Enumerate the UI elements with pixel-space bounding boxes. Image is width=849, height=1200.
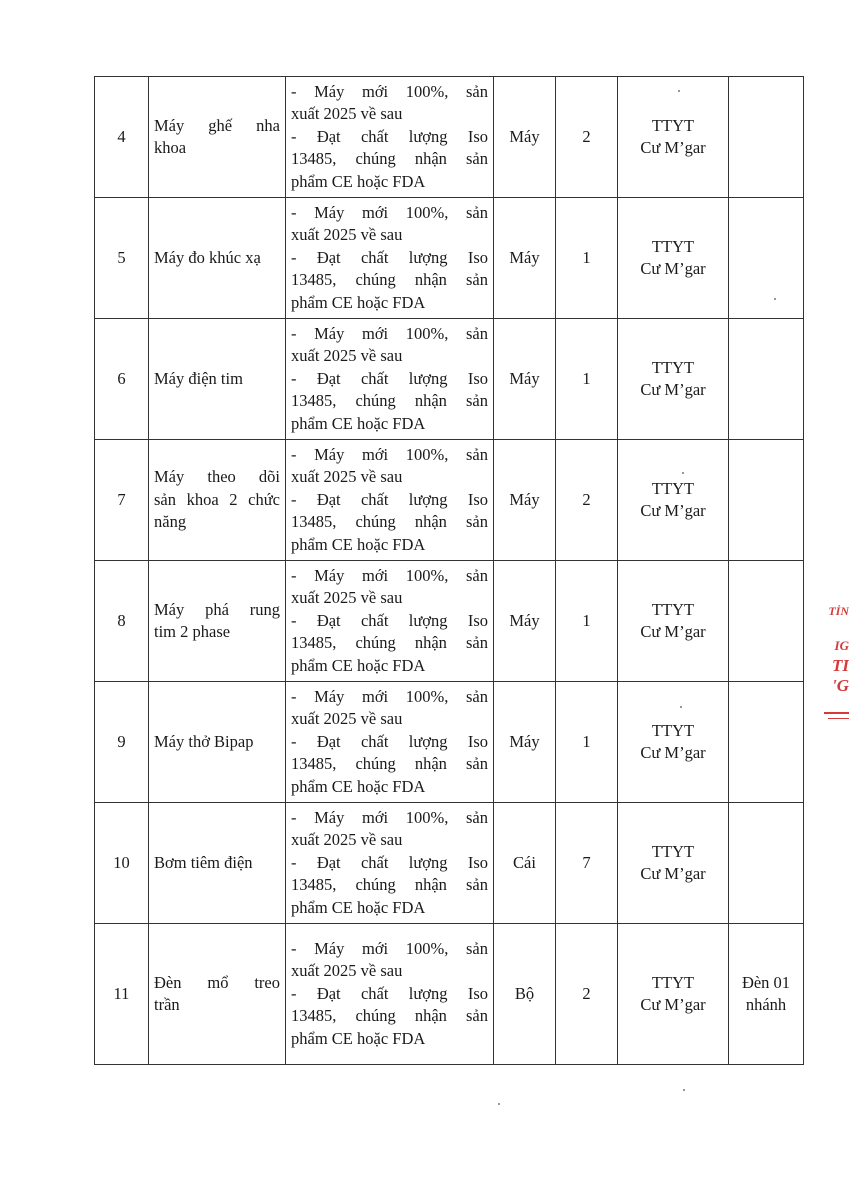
equipment-name-line: sản khoa 2 chức <box>154 489 280 509</box>
equipment-name-cell <box>149 561 286 682</box>
equipment-name-line: Đèn mổ treo <box>154 972 280 992</box>
note-cell <box>729 803 804 924</box>
requirement-line: - Máy mới 100%, sản <box>291 807 488 827</box>
equipment-name-line: năng <box>154 512 187 532</box>
requirement-line: phẩm CE hoặc FDA <box>291 1028 426 1048</box>
equipment-table-body <box>95 77 804 1065</box>
row-number-cell <box>95 561 149 682</box>
quantity-value: 7 <box>582 852 591 872</box>
requirement-line: phẩm CE hoặc FDA <box>291 171 426 191</box>
location-line: Cư M’gar <box>640 864 706 883</box>
requirement-line: 13485, chúng nhận sản <box>291 875 488 895</box>
requirements-cell <box>286 198 494 319</box>
location-line: TTYT <box>651 236 695 256</box>
row-number-cell <box>95 319 149 440</box>
requirements-cell <box>286 77 494 198</box>
quantity-value: 1 <box>582 610 591 630</box>
row-number: 4 <box>117 126 126 146</box>
row-number: 7 <box>117 489 126 509</box>
row-number: 5 <box>117 247 126 267</box>
quantity-cell <box>556 319 618 440</box>
unit-value: Máy <box>509 247 540 267</box>
quantity-cell <box>556 803 618 924</box>
scan-speck <box>774 298 776 300</box>
unit-value: Cái <box>513 852 536 872</box>
quantity-value: 1 <box>582 368 591 388</box>
unit-cell <box>494 924 556 1065</box>
scan-speck <box>682 472 684 474</box>
requirement-line: - Đạt chất lượng Iso <box>291 731 488 751</box>
location-line: TTYT <box>651 972 695 992</box>
unit-value: Máy <box>509 731 540 751</box>
location-line: Cư M’gar <box>640 995 706 1014</box>
requirement-line: - Đạt chất lượng Iso <box>291 610 488 630</box>
equipment-name-cell <box>149 682 286 803</box>
requirement-line: xuất 2025 về sau <box>291 588 403 608</box>
location-line: TTYT <box>651 720 695 740</box>
table-row <box>95 682 804 803</box>
stamp-text-1: TỈN <box>828 604 849 618</box>
location-cell <box>618 440 729 561</box>
note-cell <box>729 440 804 561</box>
stamp-ring-line <box>828 718 849 719</box>
requirement-line: xuất 2025 về sau <box>291 225 403 245</box>
unit-value: Máy <box>509 489 540 509</box>
location-cell <box>618 561 729 682</box>
unit-cell <box>494 803 556 924</box>
location-line: TTYT <box>651 841 695 861</box>
scan-speck <box>498 1103 500 1105</box>
equipment-name-line: Máy ghế nha <box>154 115 280 135</box>
equipment-name-line: Máy thở Bipap <box>154 731 254 751</box>
requirement-line: phẩm CE hoặc FDA <box>291 897 426 917</box>
requirement-line: 13485, chúng nhận sản <box>291 754 488 774</box>
requirement-line: phẩm CE hoặc FDA <box>291 292 426 312</box>
unit-value: Máy <box>509 368 540 388</box>
location-cell <box>618 319 729 440</box>
equipment-name-cell <box>149 198 286 319</box>
table-row <box>95 561 804 682</box>
quantity-value: 2 <box>582 489 591 509</box>
equipment-name-line: khoa <box>154 138 187 157</box>
requirements-cell <box>286 924 494 1065</box>
requirement-line: - Đạt chất lượng Iso <box>291 489 488 509</box>
requirement-line: phẩm CE hoặc FDA <box>291 413 426 433</box>
row-number-cell <box>95 924 149 1065</box>
note-cell <box>729 682 804 803</box>
table-row <box>95 924 804 1065</box>
requirement-line: xuất 2025 về sau <box>291 467 403 487</box>
location-line: TTYT <box>651 115 695 135</box>
requirement-line: - Máy mới 100%, sản <box>291 686 488 706</box>
quantity-cell <box>556 440 618 561</box>
requirement-line: - Đạt chất lượng Iso <box>291 983 488 1003</box>
equipment-name-line: Máy theo dõi <box>154 467 280 487</box>
stamp-ring-line <box>824 712 849 714</box>
requirement-line: phẩm CE hoặc FDA <box>291 776 426 796</box>
requirement-line: - Đạt chất lượng Iso <box>291 247 488 267</box>
quantity-value: 2 <box>582 983 591 1003</box>
stamp-text-2: IG <box>834 638 849 653</box>
quantity-value: 1 <box>582 731 591 751</box>
unit-cell <box>494 440 556 561</box>
requirement-line: xuất 2025 về sau <box>291 830 403 850</box>
requirement-line: - Máy mới 100%, sản <box>291 444 488 464</box>
unit-cell <box>494 77 556 198</box>
stamp-text-4: 'G <box>832 676 849 695</box>
row-number-cell <box>95 803 149 924</box>
equipment-name-cell <box>149 440 286 561</box>
table-row <box>95 319 804 440</box>
official-stamp-fragment <box>820 598 849 743</box>
row-number-cell <box>95 440 149 561</box>
note-cell <box>729 561 804 682</box>
quantity-value: 2 <box>582 126 591 146</box>
quantity-cell <box>556 682 618 803</box>
note-cell <box>729 924 804 1065</box>
unit-value: Máy <box>509 610 540 630</box>
equipment-name-line: Máy phá rung <box>154 599 280 619</box>
requirement-line: 13485, chúng nhận sản <box>291 1006 488 1026</box>
requirement-line: 13485, chúng nhận sản <box>291 391 488 411</box>
equipment-name-cell <box>149 77 286 198</box>
table-row <box>95 198 804 319</box>
equipment-name-line: Máy điện tim <box>154 368 243 388</box>
requirement-line: - Đạt chất lượng Iso <box>291 852 488 872</box>
scan-speck <box>678 90 680 92</box>
quantity-cell <box>556 924 618 1065</box>
equipment-name-line: Bơm tiêm điện <box>154 852 253 872</box>
location-line: TTYT <box>651 478 695 498</box>
location-cell <box>618 77 729 198</box>
location-line: Cư M’gar <box>640 622 706 641</box>
table-row <box>95 803 804 924</box>
location-cell <box>618 682 729 803</box>
requirement-line: - Máy mới 100%, sản <box>291 565 488 585</box>
quantity-cell <box>556 561 618 682</box>
row-number: 6 <box>117 368 126 388</box>
requirements-cell <box>286 319 494 440</box>
location-cell <box>618 198 729 319</box>
equipment-name-cell <box>149 924 286 1065</box>
requirement-line: xuất 2025 về sau <box>291 104 403 124</box>
row-number: 9 <box>117 731 126 751</box>
requirements-cell <box>286 561 494 682</box>
unit-value: Máy <box>509 126 540 146</box>
requirement-line: - Máy mới 100%, sản <box>291 323 488 343</box>
note-cell <box>729 319 804 440</box>
equipment-name-line: tim 2 phase <box>154 622 231 641</box>
equipment-name-cell <box>149 803 286 924</box>
location-line: Cư M’gar <box>640 138 706 157</box>
note-line: nhánh <box>745 995 787 1014</box>
location-line: TTYT <box>651 599 695 619</box>
requirement-line: xuất 2025 về sau <box>291 709 403 729</box>
requirement-line: 13485, chúng nhận sản <box>291 512 488 532</box>
requirements-cell <box>286 803 494 924</box>
equipment-name-line: Máy đo khúc xạ <box>154 247 261 267</box>
location-line: Cư M’gar <box>640 743 706 762</box>
location-line: TTYT <box>651 357 695 377</box>
equipment-table <box>94 76 804 1065</box>
row-number: 8 <box>117 610 126 630</box>
row-number: 10 <box>113 852 130 872</box>
requirement-line: - Đạt chất lượng Iso <box>291 368 488 388</box>
scan-speck <box>680 706 682 708</box>
unit-value: Bộ <box>514 983 535 1003</box>
unit-cell <box>494 682 556 803</box>
requirement-line: xuất 2025 về sau <box>291 961 403 981</box>
note-line: Đèn 01 <box>741 972 791 992</box>
unit-cell <box>494 319 556 440</box>
scan-speck <box>683 1089 685 1091</box>
row-number-cell <box>95 198 149 319</box>
requirement-line: phẩm CE hoặc FDA <box>291 655 426 675</box>
note-cell <box>729 198 804 319</box>
row-number: 11 <box>113 983 130 1003</box>
location-cell <box>618 924 729 1065</box>
quantity-cell <box>556 77 618 198</box>
requirement-line: - Đạt chất lượng Iso <box>291 126 488 146</box>
note-cell <box>729 77 804 198</box>
requirement-line: 13485, chúng nhận sản <box>291 149 488 169</box>
quantity-value: 1 <box>582 247 591 267</box>
quantity-cell <box>556 198 618 319</box>
table-row <box>95 440 804 561</box>
unit-cell <box>494 561 556 682</box>
unit-cell <box>494 198 556 319</box>
location-line: Cư M’gar <box>640 259 706 278</box>
requirement-line: 13485, chúng nhận sản <box>291 633 488 653</box>
table-row <box>95 77 804 198</box>
location-cell <box>618 803 729 924</box>
requirement-line: phẩm CE hoặc FDA <box>291 534 426 554</box>
location-line: Cư M’gar <box>640 501 706 520</box>
requirement-line: - Máy mới 100%, sản <box>291 81 488 101</box>
requirement-line: xuất 2025 về sau <box>291 346 403 366</box>
stamp-text-3: TI <box>832 656 849 675</box>
requirement-line: - Máy mới 100%, sản <box>291 938 488 958</box>
equipment-name-line: trần <box>154 995 180 1014</box>
location-line: Cư M’gar <box>640 380 706 399</box>
row-number-cell <box>95 77 149 198</box>
requirements-cell <box>286 682 494 803</box>
requirements-cell <box>286 440 494 561</box>
requirement-line: - Máy mới 100%, sản <box>291 202 488 222</box>
equipment-name-cell <box>149 319 286 440</box>
row-number-cell <box>95 682 149 803</box>
requirement-line: 13485, chúng nhận sản <box>291 270 488 290</box>
